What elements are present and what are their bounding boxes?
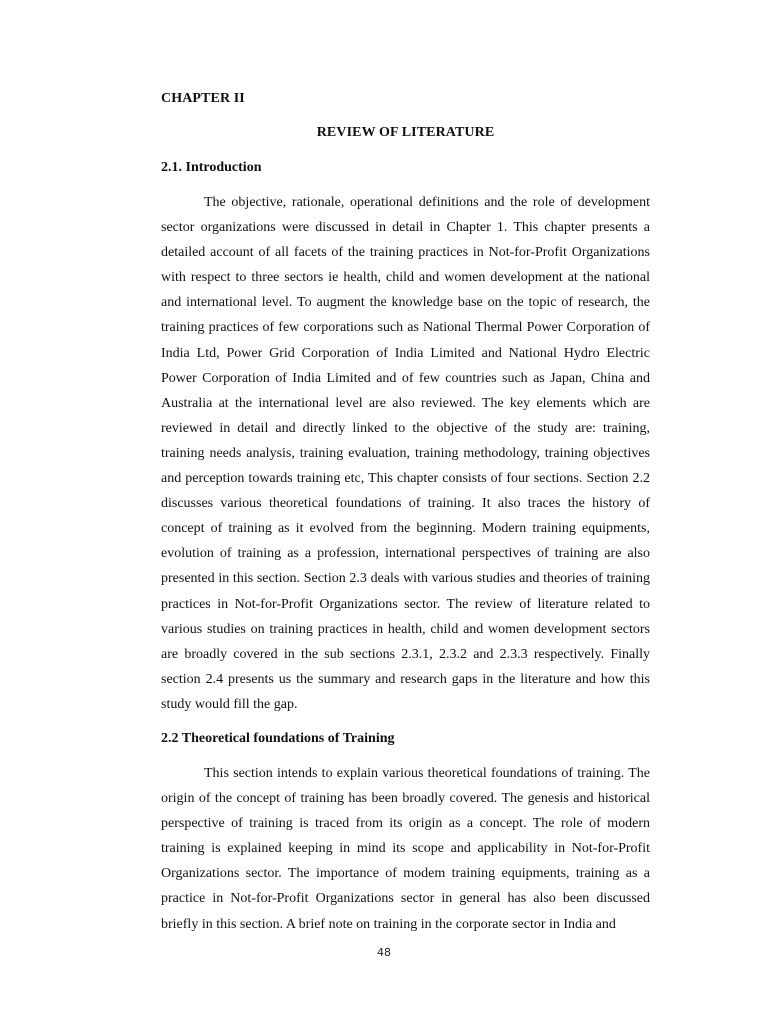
section-heading-theoretical-foundations: 2.2 Theoretical foundations of Training — [161, 731, 395, 746]
paragraph-introduction: The objective, rationale, operational definitions and the role of development sector organizations were discussed in detail in Chapter 1. This chapter presents a detailed account of all facets of the training practices in Not-for-Profit Organizations with respect to three sectors ie health, child and women development at the national and international level. To augment the knowledge base on the topic of research, the training practices of few corporations such as National Thermal Power Corporation of India Ltd, Power Grid Corporation of India Limited and National Hydro Electric Power Corporation of India Limited and of few countries such as Japan, China and Australia at the international level are also reviewed. The key elements which are reviewed in detail and directly linked to the objective of the study are: training, training needs analysis, training evaluation, training methodology, training objectives and perception towards training etc, This chapter consists of four sections. Section 2.2 discusses various theoretical foundations of training. It also traces the history of concept of training as it evolved from the beginning. Modern training equipments, evolution of training as a profession, international perspectives of training are also presented in this section. Section 2.3 deals with various studies and theories of training practices in Not-for-Profit Organizations sector. The review of literature related to various studies on training practices in health, child and women development sectors are broadly covered in the sub sections 2.3.1, 2.3.2 and 2.3.3 respectively. Finally section 2.4 presents us the summary and research gaps in the literature and how this study would fill the gap. — [161, 195, 650, 712]
chapter-title: REVIEW OF LITERATURE — [316, 125, 495, 140]
page-number: 48 — [377, 946, 391, 959]
chapter-label: CHAPTER II — [161, 91, 245, 106]
section-heading-introduction: 2.1. Introduction — [161, 160, 262, 175]
paragraph-theoretical-foundations: This section intends to explain various theoretical foundations of training. The origin of the concept of training has been broadly covered. The genesis and historical perspective of training is traced from its origin as a concept. The role of modern training is explained keeping in mind its scope and applicability in Not-for-Profit Organizations sector. The importance of modem training equipments, training as a practice in Not-for-Profit Organizations sector in general has also been discussed briefly in this section. A brief note on training in the corporate sector in India and — [161, 766, 650, 932]
